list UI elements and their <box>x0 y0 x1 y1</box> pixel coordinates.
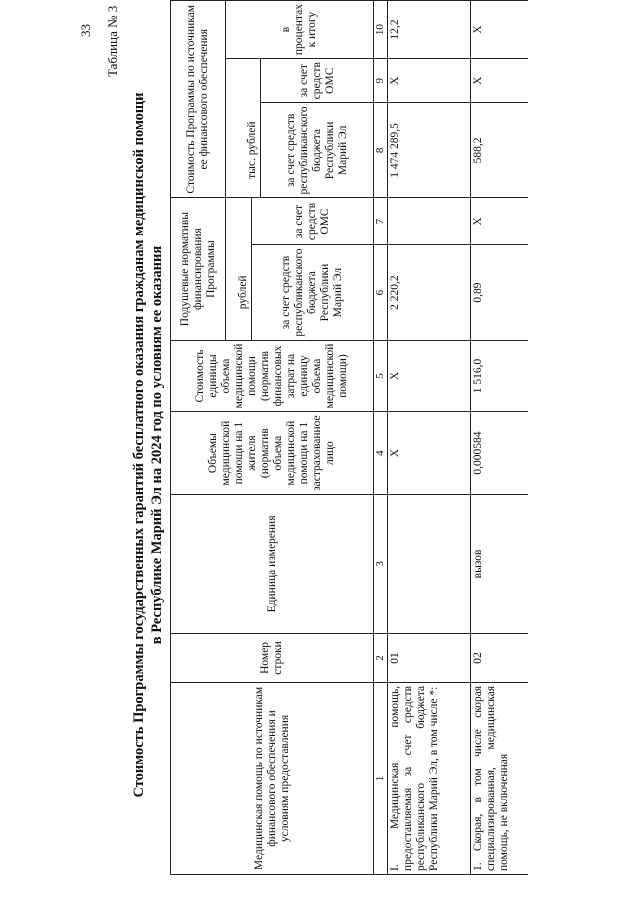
row-1-percent: 12,2 <box>388 1 471 59</box>
header-col-6: за счет средств республиканского бюджета Республики Марий Эл <box>252 245 374 340</box>
col-number-6: 6 <box>374 245 388 340</box>
header-col-1: Медицинская помощь по источникам финансового обеспечения и условиям предоставления <box>171 682 374 874</box>
header-col-6-7: Подушевые нормативы финансирования Программы <box>171 198 226 340</box>
row-1-norm-budget: 2 220,2 <box>388 245 471 340</box>
header-unit-blank <box>226 198 252 245</box>
title-line-1: Стоимость Программы государственных гарантий бесплатного оказания гражданам медицинской помощи <box>131 92 147 798</box>
row-1-cost-budget: 1 474 289,5 <box>388 103 471 198</box>
table-row <box>388 1 471 875</box>
col-number-7: 7 <box>374 198 388 245</box>
row-1-unit-cost: Х <box>388 340 471 412</box>
page-number: 33 <box>78 24 93 37</box>
row-1-norm-oms <box>388 198 471 245</box>
header-col-5: Стоимость единицы объема медицинской помощи (норматив финансовых затрат на единицу объема медицинской помощи) <box>171 340 374 412</box>
col-number-1: 1 <box>374 682 388 874</box>
row-2-cost-budget: 588,2 <box>471 103 529 198</box>
row-2-norm-oms: Х <box>471 198 529 245</box>
row-2-cost-oms: Х <box>471 59 529 103</box>
row-2-unit: вызов <box>471 494 529 633</box>
title-line-2: в Республике Марий Эл на 2024 год по условиям ее оказания <box>149 245 165 645</box>
row-2-percent: Х <box>471 1 529 59</box>
col-number-10: 10 <box>374 1 388 59</box>
table-label: Таблица № 3 <box>105 5 120 77</box>
row-2-norm-budget: 0,89 <box>471 245 529 340</box>
row-2-name: 1. Скорая, в том числе скорая специализированная, медицинская помощь, не включенная <box>471 682 529 874</box>
table-row <box>471 1 529 875</box>
col-number-4: 4 <box>374 412 388 495</box>
col-number-8: 8 <box>374 103 388 198</box>
program-cost-table <box>170 0 528 875</box>
header-col-8: за счет средств республиканского бюджета Республики Марий Эл <box>261 103 374 198</box>
header-col-9: за счет средств ОМС <box>261 59 374 103</box>
header-unit-thousand-rubles: тыс. рублей <box>226 103 261 198</box>
col-number-5: 5 <box>374 340 388 412</box>
row-1-number: 01 <box>388 633 471 682</box>
header-col-2: Номер строки <box>171 633 374 682</box>
header-unit-rubles: рублей <box>226 245 252 340</box>
col-number-2: 2 <box>374 633 388 682</box>
col-number-9: 9 <box>374 59 388 103</box>
row-1-name: I. Медицинская помощь, предоставляемая за счет средств республиканского бюджета Республики Марий Эл, в том числе *: <box>388 682 471 874</box>
row-1-unit <box>388 494 471 633</box>
header-col-8-10: Стоимость Программы по источникам ее финансового обеспечения <box>171 1 226 199</box>
row-2-unit-cost: 1 516,0 <box>471 340 529 412</box>
header-col-3: Единица измерения <box>171 494 374 633</box>
column-number-row <box>374 1 388 875</box>
header-col-4: Объемы медицинской помощи на 1 жителя (норматив объема медицинской помощи на 1 застрахованное лицо <box>171 412 374 495</box>
document-title <box>130 45 166 845</box>
col-number-3: 3 <box>374 494 388 633</box>
row-2-number: 02 <box>471 633 529 682</box>
header-col-10: в процентах к итогу <box>226 1 374 59</box>
row-2-volume: 0,000584 <box>471 412 529 495</box>
row-1-cost-oms: Х <box>388 59 471 103</box>
header-unit-blank-2 <box>226 59 261 103</box>
header-row-1 <box>171 1 226 875</box>
row-1-volume: Х <box>388 412 471 495</box>
header-col-7: за счет средств ОМС <box>252 198 374 245</box>
